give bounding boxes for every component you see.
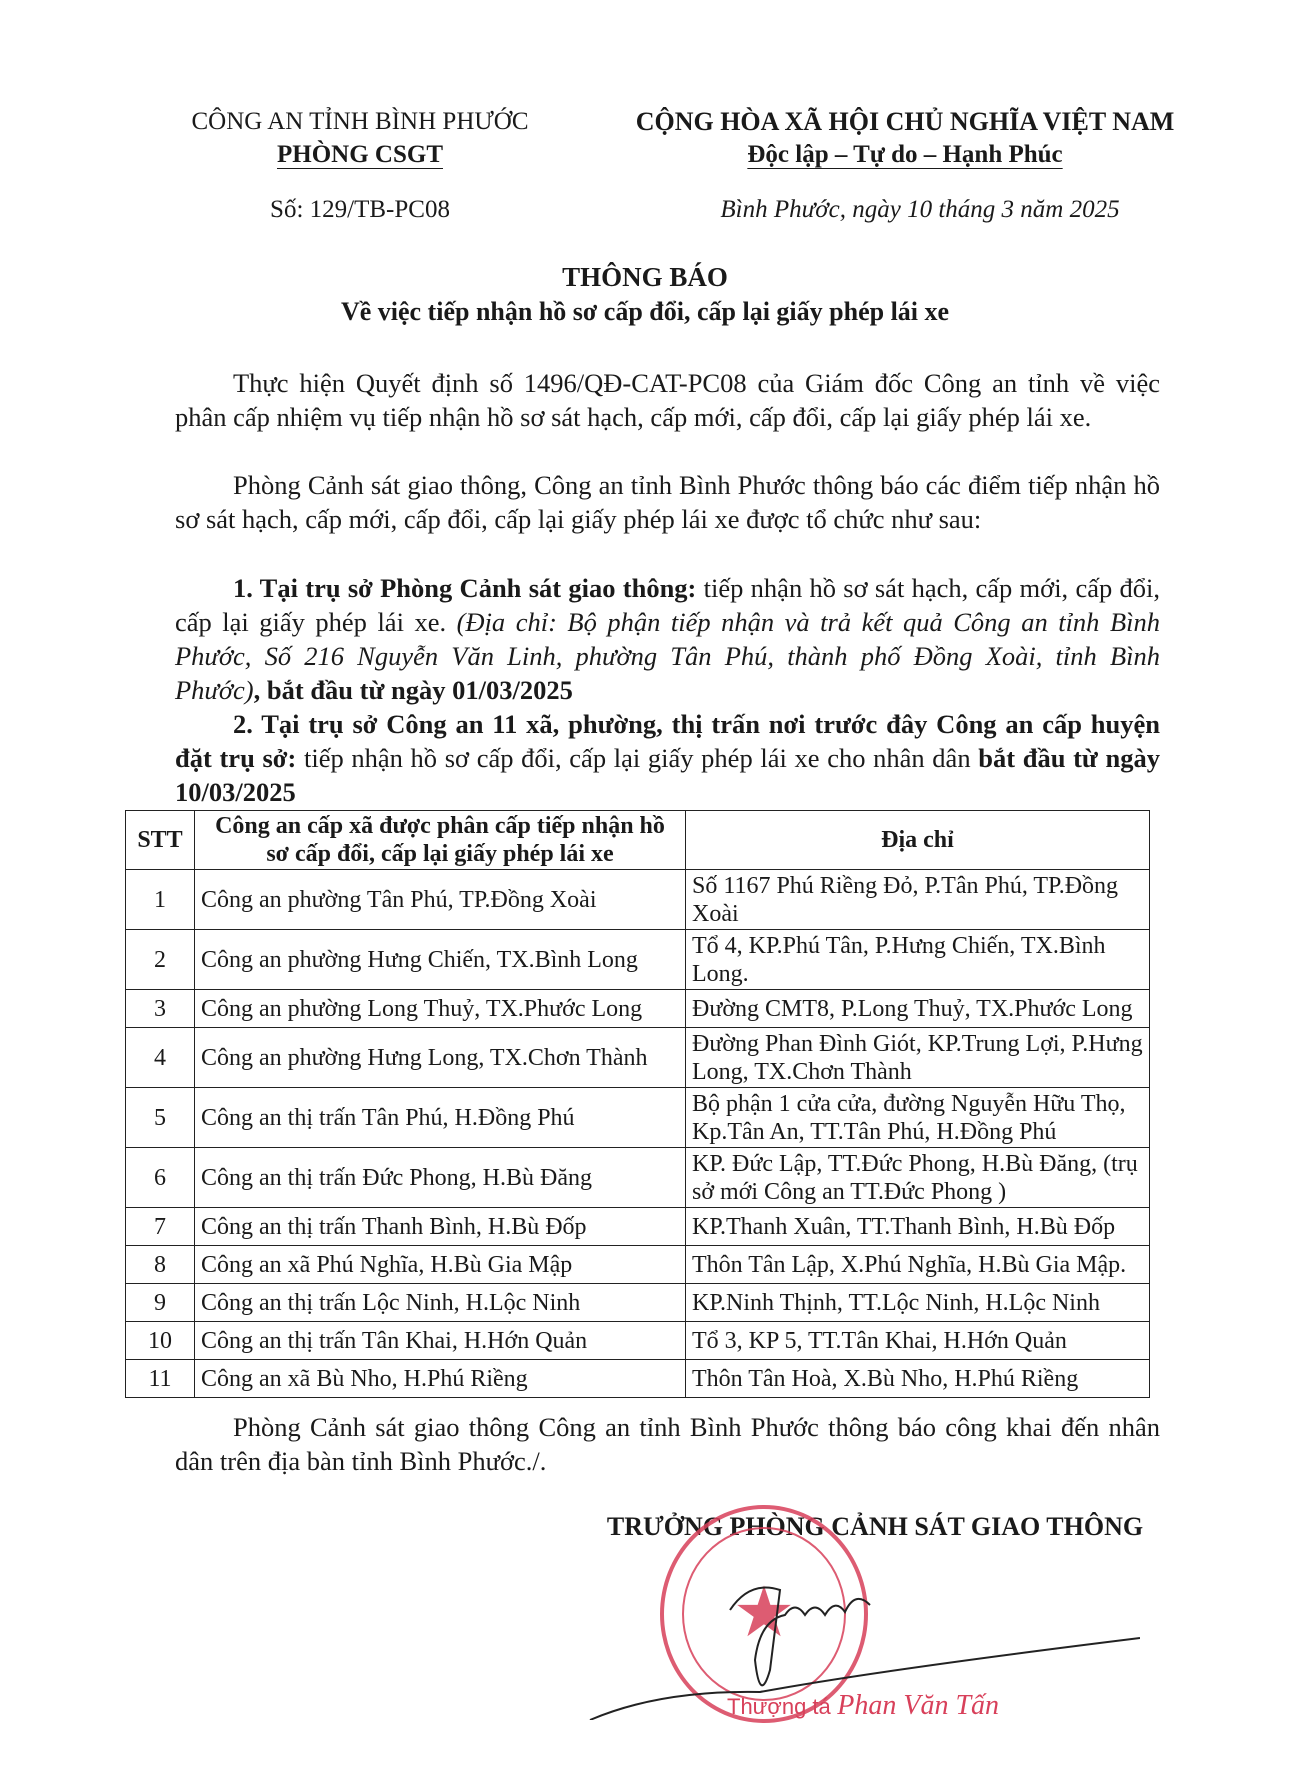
office-name: Công an thị trấn Lộc Ninh, H.Lộc Ninh — [195, 1284, 686, 1322]
office-address: Số 1167 Phú Riềng Đỏ, P.Tân Phú, TP.Đồng Xoài — [686, 870, 1150, 930]
table-row — [126, 1246, 1150, 1284]
table-row — [126, 1028, 1150, 1088]
office-name: Công an thị trấn Đức Phong, H.Bù Đăng — [195, 1148, 686, 1208]
star-icon: ★ — [732, 1575, 796, 1652]
header-address: Địa chỉ — [686, 811, 1150, 870]
closing-paragraph: Phòng Cảnh sát giao thông Công an tỉnh Bình Phước thông báo công khai đến nhân dân trên địa bàn tỉnh Bình Phước./. — [175, 1412, 1160, 1476]
office-name: Công an thị trấn Tân Khai, H.Hớn Quản — [195, 1322, 686, 1360]
office-address: Tổ 3, KP 5, TT.Tân Khai, H.Hớn Quản — [686, 1322, 1150, 1360]
row-number: 11 — [126, 1360, 195, 1398]
row-number: 2 — [126, 930, 195, 990]
office-name: Công an phường Hưng Long, TX.Chơn Thành — [195, 1028, 686, 1088]
item-1-lead: 1. Tại trụ sở Phòng Cảnh sát giao thông: — [233, 573, 697, 603]
office-name: Công an phường Hưng Chiến, TX.Bình Long — [195, 930, 686, 990]
row-number: 9 — [126, 1284, 195, 1322]
paragraph-item-1 — [175, 571, 1160, 707]
office-address: Tổ 4, KP.Phú Tân, P.Hưng Chiến, TX.Bình Long. — [686, 930, 1150, 990]
police-offices-table — [125, 810, 1150, 1398]
place-date: Bình Phước, ngày 10 tháng 3 năm 2025 — [720, 196, 1120, 223]
row-number: 8 — [126, 1246, 195, 1284]
item-1-text: tiếp nhận hồ sơ sát hạch, cấp mới, cấp đổi, cấp lại giấy phép lái xe. — [175, 573, 1160, 637]
office-address: KP. Đức Lập, TT.Đức Phong, H.Bù Đăng, (trụ sở mới Công an TT.Đức Phong ) — [686, 1148, 1150, 1208]
office-address: KP.Ninh Thịnh, TT.Lộc Ninh, H.Lộc Ninh — [686, 1284, 1150, 1322]
table-row — [126, 1322, 1150, 1360]
document-title: THÔNG BÁO — [562, 262, 728, 292]
country-name: CỘNG HÒA XÃ HỘI CHỦ NGHĨA VIỆT NAM — [635, 107, 1175, 136]
paragraph-announcement: Phòng Cảnh sát giao thông, Công an tỉnh Bình Phước thông báo các điểm tiếp nhận hồ sơ sát hạch, cấp mới, cấp đổi, cấp lại giấy phép lái xe được tổ chức như sau: — [175, 470, 1160, 534]
table-row — [126, 870, 1150, 930]
table-row — [126, 1284, 1150, 1322]
signer — [727, 1690, 999, 1722]
agency-name: CÔNG AN TỈNH BÌNH PHƯỚC — [191, 108, 529, 135]
header-stt: STT — [126, 811, 195, 870]
office-name: Công an xã Bù Nho, H.Phú Riềng — [195, 1360, 686, 1398]
row-number: 6 — [126, 1148, 195, 1208]
table-row — [126, 1088, 1150, 1148]
table-row — [126, 930, 1150, 990]
item-2-start: bắt đầu từ ngày 10/03/2025 — [175, 743, 1160, 807]
office-address: Thôn Tân Lập, X.Phú Nghĩa, H.Bù Gia Mập. — [686, 1246, 1150, 1284]
office-address: Thôn Tân Hoà, X.Bù Nho, H.Phú Riềng — [686, 1360, 1150, 1398]
signature-title: TRƯỞNG PHÒNG CẢNH SÁT GIAO THÔNG — [606, 1512, 1144, 1541]
row-number: 4 — [126, 1028, 195, 1088]
header-office: Công an cấp xã được phân cấp tiếp nhận hồ sơ cấp đổi, cấp lại giấy phép lái xe — [195, 811, 686, 870]
national-motto: Độc lập – Tự do – Hạnh Phúc — [747, 141, 1063, 168]
table-row — [126, 990, 1150, 1028]
office-name: Công an xã Phú Nghĩa, H.Bù Gia Mập — [195, 1246, 686, 1284]
document-subtitle: Về việc tiếp nhận hồ sơ cấp đổi, cấp lại giấy phép lái xe — [340, 297, 950, 326]
signer-rank: Thượng tá — [727, 1694, 831, 1719]
department-name: PHÒNG CSGT — [277, 141, 443, 168]
row-number: 10 — [126, 1322, 195, 1360]
table-row — [126, 1148, 1150, 1208]
table-row — [126, 1360, 1150, 1398]
item-1-start: , bắt đầu từ ngày 01/03/2025 — [253, 675, 573, 705]
item-2-text: tiếp nhận hồ sơ cấp đổi, cấp lại giấy phép lái xe cho nhân dân — [296, 743, 979, 773]
item-1-address: (Địa chỉ: Bộ phận tiếp nhận và trả kết quả Công an tỉnh Bình Phước, Số 216 Nguyễn Văn Linh, phường Tân Phú, thành phố Đồng Xoài, tỉnh Bình Phước) — [175, 607, 1160, 705]
document-number: Số: 129/TB-PC08 — [270, 196, 450, 223]
row-number: 5 — [126, 1088, 195, 1148]
office-name: Công an thị trấn Thanh Bình, H.Bù Đốp — [195, 1208, 686, 1246]
office-address: Đường CMT8, P.Long Thuỷ, TX.Phước Long — [686, 990, 1150, 1028]
item-2-lead: 2. Tại trụ sở Công an 11 xã, phường, thị trấn nơi trước đây Công an cấp huyện đặt trụ sở: — [175, 709, 1160, 773]
office-name: Công an thị trấn Tân Phú, H.Đồng Phú — [195, 1088, 686, 1148]
row-number: 3 — [126, 990, 195, 1028]
office-name: Công an phường Long Thuỷ, TX.Phước Long — [195, 990, 686, 1028]
paragraph-item-2 — [175, 707, 1160, 809]
paragraph-decision: Thực hiện Quyết định số 1496/QĐ-CAT-PC08 của Giám đốc Công an tỉnh về việc phân cấp nhiệm vụ tiếp nhận hồ sơ sát hạch, cấp mới, cấp đổi, cấp lại giấy phép lái xe. — [175, 368, 1160, 432]
signer-name: Phan Văn Tấn — [837, 1690, 1000, 1721]
office-address: KP.Thanh Xuân, TT.Thanh Bình, H.Bù Đốp — [686, 1208, 1150, 1246]
office-address: Đường Phan Đình Giót, KP.Trung Lợi, P.Hưng Long, TX.Chơn Thành — [686, 1028, 1150, 1088]
table-row — [126, 1208, 1150, 1246]
office-name: Công an phường Tân Phú, TP.Đồng Xoài — [195, 870, 686, 930]
row-number: 7 — [126, 1208, 195, 1246]
row-number: 1 — [126, 870, 195, 930]
office-address: Bộ phận 1 cửa cửa, đường Nguyễn Hữu Thọ, Kp.Tân An, TT.Tân Phú, H.Đồng Phú — [686, 1088, 1150, 1148]
